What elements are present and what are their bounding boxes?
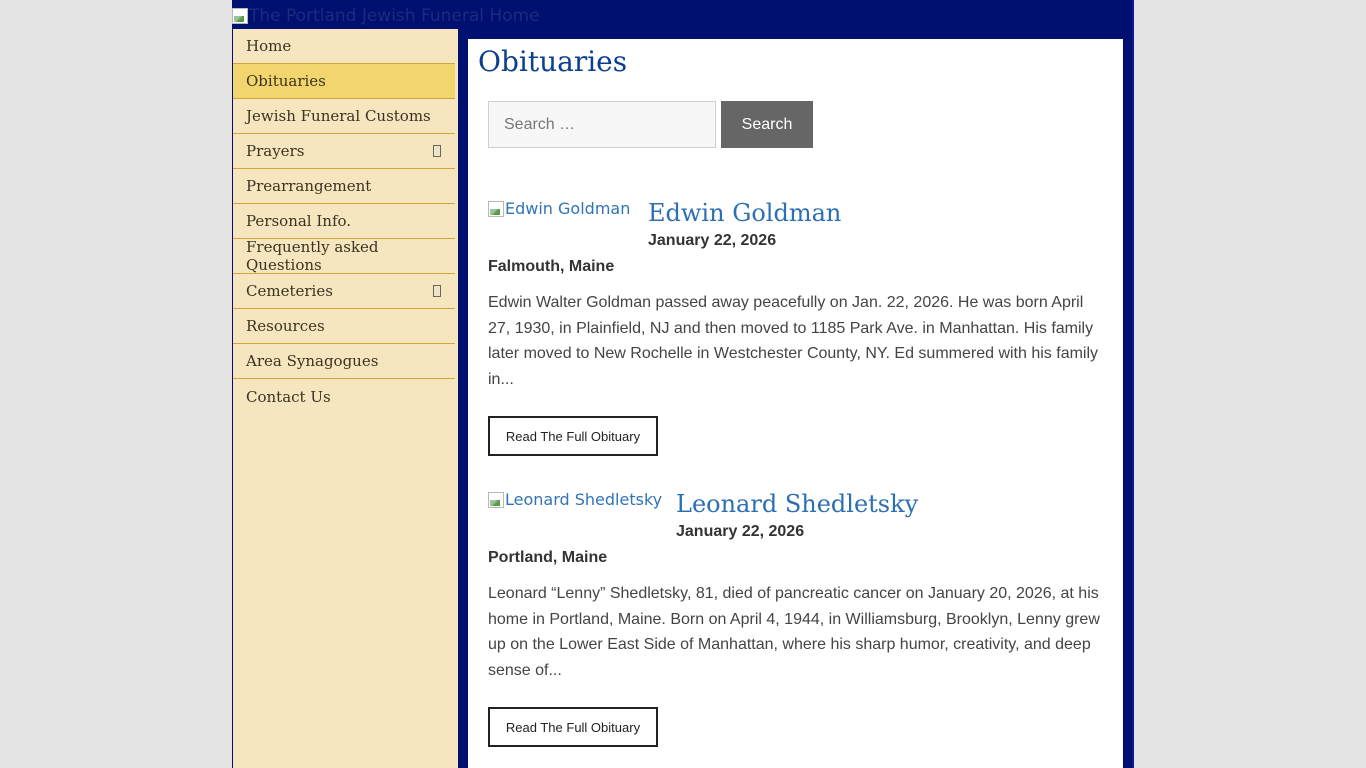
submenu-toggle-icon[interactable]: [433, 145, 441, 157]
sidebar-item-label: Cemeteries: [246, 282, 333, 300]
sidebar-item-prayers[interactable]: [233, 134, 455, 169]
sidebar-item-resources[interactable]: [233, 309, 455, 344]
photo-alt-text: Edwin Goldman: [505, 199, 631, 218]
read-full-obituary-button[interactable]: Read The Full Obituary: [488, 416, 658, 456]
obituary-name-link[interactable]: Edwin Goldman: [648, 199, 842, 227]
sidebar-item-label: Obituaries: [246, 72, 326, 90]
read-full-obituary-button[interactable]: Read The Full Obituary: [488, 707, 658, 747]
site-logo[interactable]: [232, 3, 540, 29]
sidebar-item-label: Prayers: [246, 142, 305, 160]
sidebar-nav: [233, 29, 458, 768]
obituary-excerpt: Edwin Walter Goldman passed away peacefully on Jan. 22, 2026. He was born April 27, 1930, in Plainfield, NJ and then moved to 1185 Park Ave. in Manhattan. His family later moved to New Rochelle in Westchester County, NY. Ed summered with his family in...: [488, 294, 1099, 389]
obituary-photo[interactable]: [488, 199, 630, 218]
obituary-photo[interactable]: [488, 490, 662, 509]
sidebar-item-home[interactable]: [233, 29, 455, 64]
photo-alt-text: Leonard Shedletsky: [505, 490, 663, 509]
search-input[interactable]: [488, 101, 716, 148]
broken-image-icon: [488, 201, 504, 217]
broken-image-icon: [232, 8, 248, 24]
sidebar-item-area-synagogues[interactable]: [233, 344, 455, 379]
obituary-location: Portland, Maine: [488, 549, 608, 566]
sidebar-item-personal-info[interactable]: [233, 204, 455, 239]
sidebar-item-cemeteries[interactable]: [233, 274, 455, 309]
frame-edge: [1132, 0, 1134, 768]
sidebar-item-prearrangement[interactable]: [233, 169, 455, 204]
obituary-location: Falmouth, Maine: [488, 258, 615, 275]
search-button[interactable]: Search: [721, 101, 813, 148]
sidebar-item-label: Jewish Funeral Customs: [246, 107, 431, 125]
sidebar-item-label: Contact Us: [246, 387, 331, 406]
sidebar-item-label: Area Synagogues: [246, 352, 379, 370]
obituary-excerpt: Leonard “Lenny” Shedletsky, 81, died of pancreatic cancer on January 20, 2026, at his home in Portland, Maine. Born on April 4, 1944, in Williamsburg, Brooklyn, Lenny grew up on the Lower East Side of Manhattan, where his sharp humor, creativity, and deep sense of...: [488, 585, 1100, 680]
sidebar-item-label: Home: [246, 37, 292, 55]
obituary-date: January 22, 2026: [676, 523, 805, 540]
search-form: [488, 101, 813, 148]
main-content: [468, 39, 1123, 768]
site-frame: [232, 0, 1134, 768]
sidebar-item-contact-us[interactable]: [233, 379, 455, 414]
broken-image-icon: [488, 492, 504, 508]
page-title: Obituaries: [478, 45, 628, 78]
sidebar-item-jewish-funeral-customs[interactable]: [233, 99, 455, 134]
sidebar-item-label: Prearrangement: [246, 177, 372, 195]
sidebar-item-label: Frequently asked Questions: [246, 238, 379, 274]
submenu-toggle-icon[interactable]: [433, 285, 441, 297]
obituary-name-link[interactable]: Leonard Shedletsky: [676, 490, 919, 518]
sidebar-item-faq[interactable]: [233, 239, 455, 274]
obituary-date: January 22, 2026: [648, 232, 777, 249]
sidebar-item-label: Personal Info.: [246, 212, 352, 230]
logo-alt-text: The Portland Jewish Funeral Home: [249, 6, 540, 26]
sidebar-item-label: Resources: [246, 317, 325, 335]
sidebar-item-obituaries[interactable]: [233, 64, 455, 99]
